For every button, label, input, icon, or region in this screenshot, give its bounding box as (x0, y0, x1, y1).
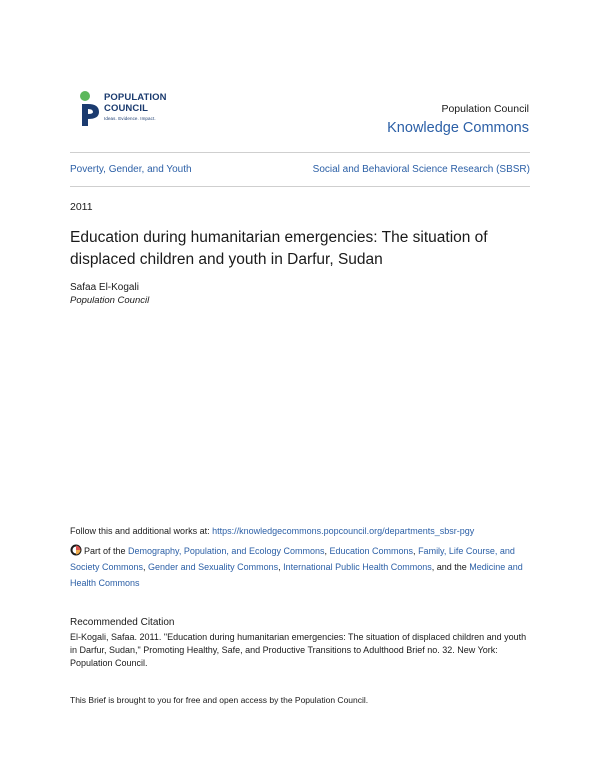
open-access-footer: This Brief is brought to you for free and open access by the Population Council. (70, 695, 369, 705)
network-logo-icon (70, 544, 82, 556)
follow-url-link[interactable]: https://knowledgecommons.popcouncil.org/departments_sbsr-pgy (212, 526, 475, 536)
part-of-commons (70, 543, 532, 591)
author-name: Safaa El-Kogali (70, 282, 139, 293)
logo-wordmark (104, 93, 167, 122)
publication-year: 2011 (70, 201, 93, 213)
citation-heading: Recommended Citation (70, 617, 175, 628)
separator: , (324, 546, 330, 556)
divider-top (70, 152, 530, 153)
follow-line (70, 526, 540, 536)
divider-bottom (70, 186, 530, 187)
logo-mark-icon (78, 90, 102, 130)
commons-link-family[interactable]: Family, Life Course, and Society Commons (70, 546, 515, 572)
separator: , (143, 562, 149, 572)
commons-link-demography[interactable]: Demography, Population, and Ecology Commons (128, 546, 325, 556)
document-title: Education during humanitarian emergencies: The situation of displaced children and youth in Darfur, Sudan (70, 229, 488, 268)
commons-link-education[interactable]: Education Commons (329, 546, 414, 556)
follow-prefix: Follow this and additional works at: (70, 526, 213, 536)
logo-line-council: COUNCIL (104, 102, 148, 114)
part-of-prefix: Part of the (84, 546, 129, 556)
citation-text: El-Kogali, Safaa. 2011. "Education during humanitarian emergencies: The situation of displaced children and youth in Darfur, Sudan," Promoting Healthy, Safe, and Productive Transitions to Adulthood Brief no. 32. New York: Population Council. (70, 632, 527, 668)
repository-name-link[interactable]: Knowledge Commons (387, 120, 529, 136)
separator: , (278, 562, 284, 572)
series-link-sbsr[interactable]: Social and Behavioral Science Research (SBSR) (312, 164, 530, 175)
logo-tagline: Ideas. Evidence. Impact. (104, 116, 156, 121)
series-link-pgy[interactable]: Poverty, Gender, and Youth (70, 164, 192, 175)
commons-link-medicine[interactable]: Medicine and Health Commons (70, 562, 523, 588)
repository-brand[interactable] (387, 103, 529, 136)
commons-link-gender[interactable]: Gender and Sexuality Commons (148, 562, 279, 572)
population-council-logo[interactable] (78, 90, 188, 130)
separator: , and the (431, 562, 470, 572)
separator: , (413, 546, 419, 556)
commons-link-international-health[interactable]: International Public Health Commons (283, 562, 432, 572)
repository-org: Population Council (441, 103, 529, 115)
author-affiliation: Population Council (70, 295, 150, 306)
logo-line-population: POPULATION (104, 92, 167, 103)
